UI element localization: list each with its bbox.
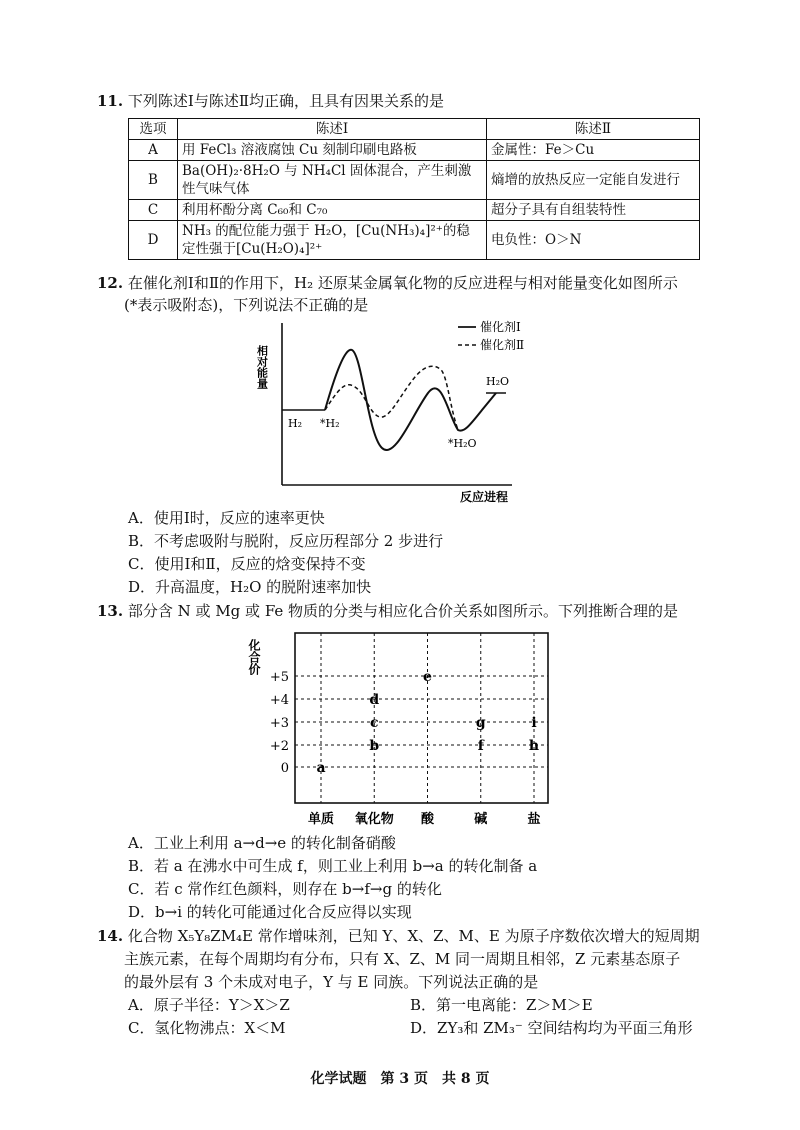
chart-frame [295,633,548,803]
q12-stem-line1: 在催化剂Ⅰ和Ⅱ的作用下，H₂ 还原某金属氧化物的反应进程与相对能量变化如图所示 [127,274,678,292]
point-label-a: a [316,760,326,776]
table-row [129,200,700,221]
point-label-c: c [369,715,379,731]
q14-option-b: B．第一电离能：Z＞M＞E [410,996,593,1014]
y-tick-label: 0 [280,761,289,776]
x-category-label: 氧化物 [354,812,394,827]
point-label-e: e [423,669,432,685]
q11-table [128,118,700,260]
legend-catalyst-1: 催化剂Ⅰ [480,320,521,334]
q13-option-a: A．工业上利用 a→d→e 的转化制备硝酸 [128,834,396,852]
q13-valence-chart [240,625,560,830]
q13-option-d: D．b→i 的转化可能通过化合反应得以实现 [128,903,412,921]
x-category-label: 碱 [474,812,488,827]
table-row [129,161,700,200]
q14-option-c: C．氢化物沸点：X＜M [128,1019,286,1037]
q14-number: 14. [97,927,124,945]
point-label-g: g [475,715,486,731]
q12-stem [97,272,678,294]
q14-line1-text: 化合物 X₅Y₈ZM₄E 常作增味剂，已知 Y、X、Z、M、E 为原子序数依次增大的短周期 [127,927,700,945]
row-statement-2: 金属性：Fe＞Cu [487,140,700,161]
q13-number: 13. [97,602,124,620]
q13-option-b: B．若 a 在沸水中可生成 f，则工业上利用 b→a 的转化制备 a [128,857,538,875]
page-footer: 化学试题 第 3 页 共 8 页 [310,1071,490,1087]
y-tick-label: +2 [269,739,289,754]
q12-xlabel: 反应进程 [460,490,509,504]
q14-option-a: A．原子半径：Y＞X＞Z [128,996,290,1014]
x-category-label: 盐 [527,812,541,827]
q12-number: 12. [97,274,124,292]
table-row [129,221,700,260]
q12-option-c: C．使用Ⅰ和Ⅱ，反应的焓变保持不变 [128,555,366,573]
q14-stem-line3: 的最外层有 3 个未成对电子，Y 与 E 同族。下列说法正确的是 [124,973,539,991]
q13-stem [97,600,678,622]
point-label-f: f [477,738,484,754]
q14-stem-line1 [97,925,700,947]
q14-option-d: D．ZY₃和 ZM₃⁻ 空间结构均为平面三角形 [410,1019,693,1037]
q11-stem-text: 下列陈述Ⅰ与陈述Ⅱ均正确，且具有因果关系的是 [127,92,445,110]
q13-stem-text: 部分含 N 或 Mg 或 Fe 物质的分类与相应化合价关系如图所示。下列推断合理的是 [127,602,679,620]
row-option: B [129,161,178,200]
point-label-i: i [531,715,537,731]
q11-table-header [129,119,700,140]
row-statement-1: 用 FeCl₃ 溶液腐蚀 Cu 刻制印刷电路板 [178,140,487,161]
x-category-label: 酸 [420,812,435,827]
q11-stem [97,90,444,112]
label-h2: H₂ [288,417,303,430]
label-h2o: H₂O [486,375,510,388]
row-statement-1: 利用杯酚分离 C₆₀和 C₇₀ [178,200,487,221]
point-label-d: d [369,692,380,708]
header-statement-2: 陈述Ⅱ [487,119,700,140]
y-tick-label: +5 [269,670,289,685]
q12-stem-line2: (*表示吸附态)，下列说法不正确的是 [124,296,369,314]
y-tick-label: +4 [269,693,289,708]
q11-number: 11. [97,92,124,110]
row-option: C [129,200,178,221]
point-label-b: b [369,738,380,754]
point-label-h: h [528,738,540,754]
catalyst-1-curve [325,350,496,450]
q14-stem-line2: 主族元素，在每个周期均有分布，只有 X、Z、M 同一周期且相邻，Z 元素基态原子 [124,950,681,968]
row-statement-2: 电负性：O＞N [487,221,700,260]
q12-option-a: A．使用Ⅰ时，反应的速率更快 [128,509,325,527]
header-option: 选项 [129,119,178,140]
catalyst-2-curve [325,366,458,430]
row-option: D [129,221,178,260]
row-option: A [129,140,178,161]
row-statement-1: Ba(OH)₂·8H₂O 与 NH₄Cl 固体混合，产生刺激性气味气体 [178,161,487,200]
x-category-label: 单质 [307,812,335,827]
q12-option-d: D．升高温度，H₂O 的脱附速率加快 [128,578,372,596]
y-tick-label: +3 [269,716,289,731]
q12-energy-diagram [250,315,550,505]
label-h2-adsorbed: *H₂ [320,417,340,430]
row-statement-1: NH₃ 的配位能力强于 H₂O，[Cu(NH₃)₄]²⁺的稳定性强于[Cu(H₂O)₄]²⁺ [178,221,487,260]
label-h2o-adsorbed: *H₂O [448,437,477,450]
row-statement-2: 熵增的放热反应一定能自发进行 [487,161,700,200]
q12-ylabel: 相对能量 [255,345,269,389]
row-statement-2: 超分子具有自组装特性 [487,200,700,221]
q13-option-c: C．若 c 常作红色颜料，则存在 b→f→g 的转化 [128,880,442,898]
q12-option-b: B．不考虑吸附与脱附，反应历程部分 2 步进行 [128,532,444,550]
chart-ylabel: 化合价 [247,639,261,675]
legend-catalyst-2: 催化剂Ⅱ [480,338,525,352]
table-row [129,140,700,161]
header-statement-1: 陈述Ⅰ [178,119,487,140]
